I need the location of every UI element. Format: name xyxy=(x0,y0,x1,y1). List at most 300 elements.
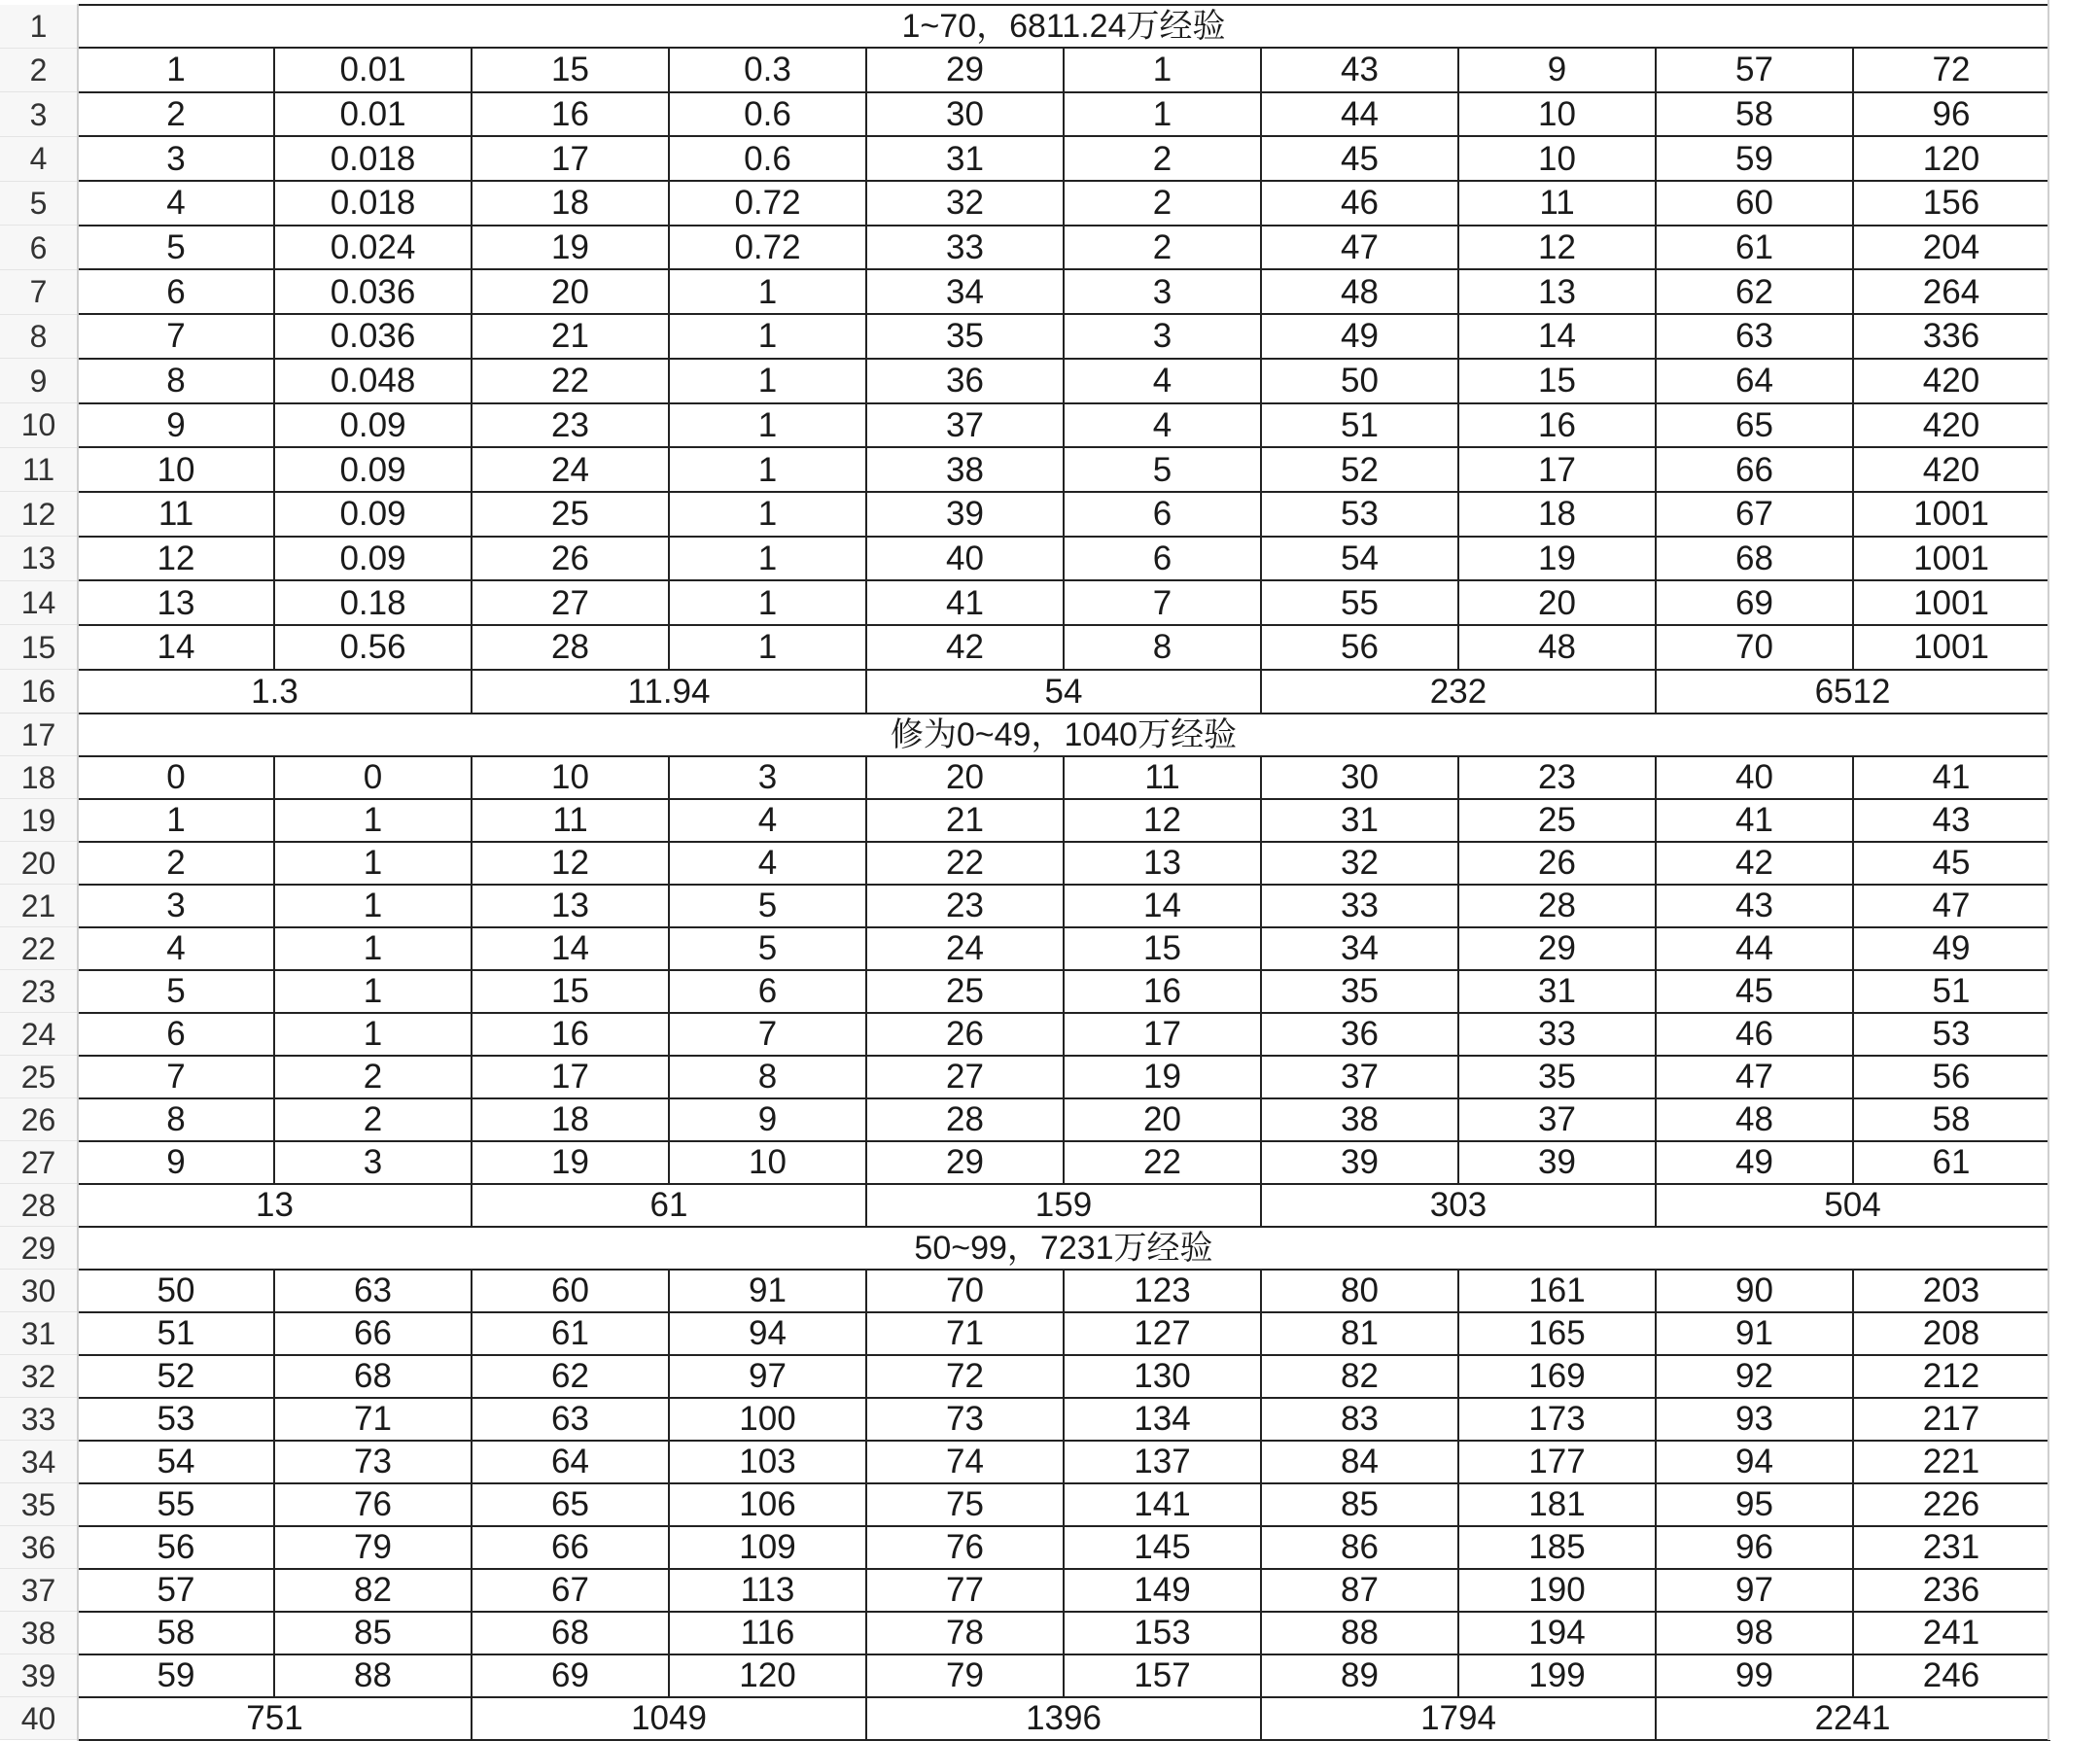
cell[interactable]: 14 xyxy=(1064,885,1261,927)
cell[interactable]: 65 xyxy=(472,1483,669,1526)
total-cell[interactable]: 61 xyxy=(472,1184,866,1227)
cell[interactable]: 246 xyxy=(1853,1654,2049,1697)
cell[interactable]: 1 xyxy=(669,580,866,625)
row-header[interactable]: 39 xyxy=(0,1654,78,1697)
cell[interactable]: 13 xyxy=(78,580,274,625)
cell[interactable]: 16 xyxy=(472,1013,669,1056)
cell[interactable]: 190 xyxy=(1458,1569,1656,1612)
cell[interactable]: 5 xyxy=(669,885,866,927)
cell[interactable]: 14 xyxy=(472,927,669,970)
row-header[interactable]: 30 xyxy=(0,1270,78,1312)
cell[interactable]: 95 xyxy=(1656,1483,1853,1526)
total-cell[interactable]: 1.3 xyxy=(78,670,472,714)
section-title-cell[interactable]: 修为0~49，1040万经验 xyxy=(78,714,2049,756)
cell[interactable]: 79 xyxy=(866,1654,1064,1697)
cell[interactable]: 236 xyxy=(1853,1569,2049,1612)
cell[interactable]: 36 xyxy=(866,359,1064,403)
cell[interactable]: 49 xyxy=(1656,1141,1853,1184)
row-header[interactable]: 11 xyxy=(0,447,78,492)
cell[interactable]: 1001 xyxy=(1853,537,2049,581)
cell[interactable]: 88 xyxy=(1261,1612,1458,1654)
total-cell[interactable]: 1794 xyxy=(1261,1697,1656,1740)
cell[interactable]: 26 xyxy=(472,537,669,581)
cell[interactable]: 70 xyxy=(866,1270,1064,1312)
row-header[interactable]: 26 xyxy=(0,1098,78,1141)
cell[interactable]: 29 xyxy=(866,48,1064,92)
cell[interactable]: 130 xyxy=(1064,1355,1261,1398)
cell[interactable]: 71 xyxy=(274,1398,472,1441)
cell[interactable]: 35 xyxy=(1458,1056,1656,1098)
cell[interactable]: 9 xyxy=(78,403,274,448)
cell[interactable]: 25 xyxy=(866,970,1064,1013)
row-header[interactable]: 24 xyxy=(0,1013,78,1056)
cell[interactable]: 3 xyxy=(1064,314,1261,359)
total-cell[interactable]: 751 xyxy=(78,1697,472,1740)
row-header[interactable]: 20 xyxy=(0,842,78,885)
cell[interactable]: 10 xyxy=(669,1141,866,1184)
cell[interactable]: 106 xyxy=(669,1483,866,1526)
cell[interactable]: 18 xyxy=(472,1098,669,1141)
cell[interactable]: 82 xyxy=(274,1569,472,1612)
cell[interactable]: 336 xyxy=(1853,314,2049,359)
row-header[interactable]: 38 xyxy=(0,1612,78,1654)
cell[interactable]: 6 xyxy=(1064,492,1261,537)
row-header[interactable]: 19 xyxy=(0,799,78,842)
cell[interactable]: 80 xyxy=(1261,1270,1458,1312)
cell[interactable]: 17 xyxy=(1064,1013,1261,1056)
cell[interactable]: 55 xyxy=(1261,580,1458,625)
cell[interactable]: 15 xyxy=(472,48,669,92)
cell[interactable]: 42 xyxy=(866,625,1064,670)
cell[interactable]: 8 xyxy=(669,1056,866,1098)
cell[interactable]: 24 xyxy=(866,927,1064,970)
cell[interactable]: 97 xyxy=(669,1355,866,1398)
total-cell[interactable]: 6512 xyxy=(1656,670,2049,714)
cell[interactable]: 42 xyxy=(1656,842,1853,885)
cell[interactable]: 0.09 xyxy=(274,537,472,581)
cell[interactable]: 33 xyxy=(1458,1013,1656,1056)
row-header[interactable]: 27 xyxy=(0,1141,78,1184)
cell[interactable]: 67 xyxy=(1656,492,1853,537)
cell[interactable]: 76 xyxy=(866,1526,1064,1569)
cell[interactable]: 420 xyxy=(1853,359,2049,403)
cell[interactable]: 46 xyxy=(1656,1013,1853,1056)
cell[interactable]: 23 xyxy=(1458,756,1656,799)
cell[interactable]: 35 xyxy=(866,314,1064,359)
cell[interactable]: 97 xyxy=(1656,1569,1853,1612)
row-header[interactable]: 17 xyxy=(0,714,78,756)
cell[interactable]: 12 xyxy=(1064,799,1261,842)
row-header[interactable]: 10 xyxy=(0,403,78,448)
cell[interactable]: 123 xyxy=(1064,1270,1261,1312)
cell[interactable]: 20 xyxy=(866,756,1064,799)
cell[interactable]: 9 xyxy=(669,1098,866,1141)
row-header[interactable]: 7 xyxy=(0,269,78,314)
cell[interactable]: 9 xyxy=(78,1141,274,1184)
cell[interactable]: 10 xyxy=(472,756,669,799)
cell[interactable]: 127 xyxy=(1064,1312,1261,1355)
cell[interactable]: 29 xyxy=(1458,927,1656,970)
cell[interactable]: 66 xyxy=(472,1526,669,1569)
cell[interactable]: 84 xyxy=(1261,1441,1458,1483)
cell[interactable]: 55 xyxy=(78,1483,274,1526)
cell[interactable]: 1 xyxy=(669,537,866,581)
row-header[interactable]: 16 xyxy=(0,670,78,714)
cell[interactable]: 21 xyxy=(866,799,1064,842)
cell[interactable]: 82 xyxy=(1261,1355,1458,1398)
cell[interactable]: 56 xyxy=(1853,1056,2049,1098)
cell[interactable]: 60 xyxy=(1656,181,1853,226)
cell[interactable]: 212 xyxy=(1853,1355,2049,1398)
cell[interactable]: 48 xyxy=(1458,625,1656,670)
cell[interactable]: 194 xyxy=(1458,1612,1656,1654)
row-header[interactable]: 9 xyxy=(0,359,78,403)
cell[interactable]: 50 xyxy=(78,1270,274,1312)
cell[interactable]: 90 xyxy=(1656,1270,1853,1312)
cell[interactable]: 18 xyxy=(1458,492,1656,537)
cell[interactable]: 59 xyxy=(78,1654,274,1697)
cell[interactable]: 92 xyxy=(1656,1355,1853,1398)
cell[interactable]: 46 xyxy=(1261,181,1458,226)
total-cell[interactable]: 54 xyxy=(866,670,1261,714)
cell[interactable]: 161 xyxy=(1458,1270,1656,1312)
cell[interactable]: 12 xyxy=(472,842,669,885)
cell[interactable]: 231 xyxy=(1853,1526,2049,1569)
cell[interactable]: 4 xyxy=(78,181,274,226)
cell[interactable]: 241 xyxy=(1853,1612,2049,1654)
cell[interactable]: 83 xyxy=(1261,1398,1458,1441)
row-header[interactable]: 34 xyxy=(0,1441,78,1483)
cell[interactable]: 181 xyxy=(1458,1483,1656,1526)
row-header[interactable]: 23 xyxy=(0,970,78,1013)
cell[interactable]: 6 xyxy=(78,1013,274,1056)
cell[interactable]: 68 xyxy=(472,1612,669,1654)
cell[interactable]: 51 xyxy=(78,1312,274,1355)
cell[interactable]: 41 xyxy=(866,580,1064,625)
cell[interactable]: 1 xyxy=(669,625,866,670)
cell[interactable]: 20 xyxy=(1458,580,1656,625)
cell[interactable]: 15 xyxy=(472,970,669,1013)
cell[interactable]: 29 xyxy=(866,1141,1064,1184)
cell[interactable]: 0.036 xyxy=(274,269,472,314)
cell[interactable]: 54 xyxy=(1261,537,1458,581)
cell[interactable]: 141 xyxy=(1064,1483,1261,1526)
cell[interactable]: 17 xyxy=(472,136,669,181)
cell[interactable]: 89 xyxy=(1261,1654,1458,1697)
cell[interactable]: 59 xyxy=(1656,136,1853,181)
cell[interactable]: 2 xyxy=(78,92,274,137)
total-cell[interactable]: 1396 xyxy=(866,1697,1261,1740)
cell[interactable]: 6 xyxy=(669,970,866,1013)
cell[interactable]: 39 xyxy=(1458,1141,1656,1184)
cell[interactable]: 33 xyxy=(1261,885,1458,927)
cell[interactable]: 45 xyxy=(1261,136,1458,181)
cell[interactable]: 165 xyxy=(1458,1312,1656,1355)
cell[interactable]: 33 xyxy=(866,226,1064,270)
cell[interactable]: 5 xyxy=(78,226,274,270)
cell[interactable]: 13 xyxy=(1064,842,1261,885)
row-header[interactable]: 13 xyxy=(0,537,78,581)
cell[interactable]: 63 xyxy=(472,1398,669,1441)
cell[interactable]: 1 xyxy=(274,799,472,842)
cell[interactable]: 0 xyxy=(78,756,274,799)
row-header[interactable]: 2 xyxy=(0,48,78,92)
cell[interactable]: 93 xyxy=(1656,1398,1853,1441)
cell[interactable]: 26 xyxy=(866,1013,1064,1056)
cell[interactable]: 66 xyxy=(274,1312,472,1355)
cell[interactable]: 13 xyxy=(472,885,669,927)
cell[interactable]: 10 xyxy=(1458,92,1656,137)
cell[interactable]: 17 xyxy=(472,1056,669,1098)
cell[interactable]: 56 xyxy=(78,1526,274,1569)
cell[interactable]: 60 xyxy=(472,1270,669,1312)
cell[interactable]: 28 xyxy=(866,1098,1064,1141)
cell[interactable]: 16 xyxy=(1458,403,1656,448)
cell[interactable]: 2 xyxy=(1064,181,1261,226)
cell[interactable]: 1 xyxy=(274,1013,472,1056)
cell[interactable]: 38 xyxy=(1261,1098,1458,1141)
cell[interactable]: 116 xyxy=(669,1612,866,1654)
cell[interactable]: 1 xyxy=(274,970,472,1013)
cell[interactable]: 3 xyxy=(78,136,274,181)
cell[interactable]: 64 xyxy=(472,1441,669,1483)
cell[interactable]: 12 xyxy=(1458,226,1656,270)
cell[interactable]: 52 xyxy=(1261,447,1458,492)
cell[interactable]: 91 xyxy=(669,1270,866,1312)
cell[interactable]: 0.036 xyxy=(274,314,472,359)
row-header[interactable]: 33 xyxy=(0,1398,78,1441)
total-cell[interactable]: 159 xyxy=(866,1184,1261,1227)
cell[interactable]: 217 xyxy=(1853,1398,2049,1441)
cell[interactable]: 43 xyxy=(1656,885,1853,927)
cell[interactable]: 12 xyxy=(78,537,274,581)
cell[interactable]: 3 xyxy=(78,885,274,927)
row-header[interactable]: 37 xyxy=(0,1569,78,1612)
cell[interactable]: 14 xyxy=(78,625,274,670)
cell[interactable]: 1 xyxy=(669,492,866,537)
cell[interactable]: 11 xyxy=(1458,181,1656,226)
cell[interactable]: 103 xyxy=(669,1441,866,1483)
cell[interactable]: 16 xyxy=(1064,970,1261,1013)
cell[interactable]: 8 xyxy=(78,1098,274,1141)
cell[interactable]: 11 xyxy=(1064,756,1261,799)
row-header[interactable]: 1 xyxy=(0,5,78,48)
row-header[interactable]: 21 xyxy=(0,885,78,927)
cell[interactable]: 56 xyxy=(1261,625,1458,670)
row-header[interactable]: 5 xyxy=(0,181,78,226)
cell[interactable]: 221 xyxy=(1853,1441,2049,1483)
cell[interactable]: 41 xyxy=(1853,756,2049,799)
row-header[interactable]: 35 xyxy=(0,1483,78,1526)
cell[interactable]: 48 xyxy=(1261,269,1458,314)
row-header[interactable]: 18 xyxy=(0,756,78,799)
cell[interactable]: 145 xyxy=(1064,1526,1261,1569)
cell[interactable]: 63 xyxy=(1656,314,1853,359)
cell[interactable]: 37 xyxy=(866,403,1064,448)
cell[interactable]: 62 xyxy=(1656,269,1853,314)
cell[interactable]: 27 xyxy=(472,580,669,625)
cell[interactable]: 71 xyxy=(866,1312,1064,1355)
row-header[interactable]: 15 xyxy=(0,625,78,670)
cell[interactable]: 0.048 xyxy=(274,359,472,403)
cell[interactable]: 109 xyxy=(669,1526,866,1569)
cell[interactable]: 24 xyxy=(472,447,669,492)
total-cell[interactable]: 11.94 xyxy=(472,670,866,714)
row-header[interactable]: 12 xyxy=(0,492,78,537)
cell[interactable]: 22 xyxy=(866,842,1064,885)
cell[interactable]: 36 xyxy=(1261,1013,1458,1056)
cell[interactable]: 264 xyxy=(1853,269,2049,314)
cell[interactable]: 11 xyxy=(472,799,669,842)
cell[interactable]: 1 xyxy=(669,403,866,448)
cell[interactable]: 69 xyxy=(1656,580,1853,625)
cell[interactable]: 48 xyxy=(1656,1098,1853,1141)
total-cell[interactable]: 504 xyxy=(1656,1184,2049,1227)
cell[interactable]: 96 xyxy=(1656,1526,1853,1569)
cell[interactable]: 19 xyxy=(1458,537,1656,581)
row-header[interactable]: 28 xyxy=(0,1184,78,1227)
row-header[interactable]: 4 xyxy=(0,136,78,181)
total-cell[interactable]: 232 xyxy=(1261,670,1656,714)
cell[interactable]: 76 xyxy=(274,1483,472,1526)
cell[interactable]: 7 xyxy=(669,1013,866,1056)
cell[interactable]: 77 xyxy=(866,1569,1064,1612)
cell[interactable]: 44 xyxy=(1261,92,1458,137)
cell[interactable]: 35 xyxy=(1261,970,1458,1013)
cell[interactable]: 32 xyxy=(866,181,1064,226)
cell[interactable]: 28 xyxy=(472,625,669,670)
cell[interactable]: 62 xyxy=(472,1355,669,1398)
cell[interactable]: 43 xyxy=(1853,799,2049,842)
total-cell[interactable]: 2241 xyxy=(1656,1697,2049,1740)
cell[interactable]: 208 xyxy=(1853,1312,2049,1355)
cell[interactable]: 4 xyxy=(669,799,866,842)
cell[interactable]: 18 xyxy=(472,181,669,226)
cell[interactable]: 1 xyxy=(78,799,274,842)
cell[interactable]: 120 xyxy=(1853,136,2049,181)
cell[interactable]: 6 xyxy=(1064,537,1261,581)
cell[interactable]: 16 xyxy=(472,92,669,137)
cell[interactable]: 26 xyxy=(1458,842,1656,885)
row-header[interactable]: 14 xyxy=(0,580,78,625)
cell[interactable]: 22 xyxy=(1064,1141,1261,1184)
cell[interactable]: 99 xyxy=(1656,1654,1853,1697)
cell[interactable]: 69 xyxy=(472,1654,669,1697)
cell[interactable]: 49 xyxy=(1261,314,1458,359)
cell[interactable]: 34 xyxy=(1261,927,1458,970)
cell[interactable]: 28 xyxy=(1458,885,1656,927)
cell[interactable]: 2 xyxy=(78,842,274,885)
cell[interactable]: 15 xyxy=(1064,927,1261,970)
cell[interactable]: 0.6 xyxy=(669,92,866,137)
cell[interactable]: 13 xyxy=(1458,269,1656,314)
cell[interactable]: 50 xyxy=(1261,359,1458,403)
cell[interactable]: 38 xyxy=(866,447,1064,492)
cell[interactable]: 31 xyxy=(1458,970,1656,1013)
cell[interactable]: 1 xyxy=(669,359,866,403)
cell[interactable]: 66 xyxy=(1656,447,1853,492)
row-header[interactable]: 25 xyxy=(0,1056,78,1098)
cell[interactable]: 78 xyxy=(866,1612,1064,1654)
cell[interactable]: 1 xyxy=(274,842,472,885)
cell[interactable]: 25 xyxy=(472,492,669,537)
total-cell[interactable]: 1049 xyxy=(472,1697,866,1740)
cell[interactable]: 94 xyxy=(669,1312,866,1355)
cell[interactable]: 7 xyxy=(1064,580,1261,625)
cell[interactable]: 23 xyxy=(472,403,669,448)
cell[interactable]: 75 xyxy=(866,1483,1064,1526)
cell[interactable]: 19 xyxy=(472,1141,669,1184)
cell[interactable]: 58 xyxy=(1853,1098,2049,1141)
cell[interactable]: 0.6 xyxy=(669,136,866,181)
cell[interactable]: 1001 xyxy=(1853,492,2049,537)
cell[interactable]: 177 xyxy=(1458,1441,1656,1483)
cell[interactable]: 6 xyxy=(78,269,274,314)
cell[interactable]: 420 xyxy=(1853,403,2049,448)
cell[interactable]: 57 xyxy=(78,1569,274,1612)
cell[interactable]: 5 xyxy=(78,970,274,1013)
cell[interactable]: 61 xyxy=(1656,226,1853,270)
cell[interactable]: 15 xyxy=(1458,359,1656,403)
row-header[interactable]: 6 xyxy=(0,226,78,270)
cell[interactable]: 113 xyxy=(669,1569,866,1612)
cell[interactable]: 86 xyxy=(1261,1526,1458,1569)
cell[interactable]: 22 xyxy=(472,359,669,403)
cell[interactable]: 169 xyxy=(1458,1355,1656,1398)
cell[interactable]: 3 xyxy=(1064,269,1261,314)
cell[interactable]: 70 xyxy=(1656,625,1853,670)
cell[interactable]: 0.18 xyxy=(274,580,472,625)
cell[interactable]: 68 xyxy=(1656,537,1853,581)
cell[interactable]: 0.56 xyxy=(274,625,472,670)
cell[interactable]: 87 xyxy=(1261,1569,1458,1612)
row-header[interactable]: 36 xyxy=(0,1526,78,1569)
cell[interactable]: 9 xyxy=(1458,48,1656,92)
cell[interactable]: 4 xyxy=(1064,359,1261,403)
row-header[interactable]: 40 xyxy=(0,1697,78,1740)
cell[interactable]: 85 xyxy=(274,1612,472,1654)
cell[interactable]: 2 xyxy=(274,1098,472,1141)
cell[interactable]: 0.72 xyxy=(669,226,866,270)
total-cell[interactable]: 13 xyxy=(78,1184,472,1227)
cell[interactable]: 47 xyxy=(1261,226,1458,270)
cell[interactable]: 45 xyxy=(1853,842,2049,885)
cell[interactable]: 43 xyxy=(1261,48,1458,92)
cell[interactable]: 53 xyxy=(78,1398,274,1441)
cell[interactable]: 74 xyxy=(866,1441,1064,1483)
cell[interactable]: 40 xyxy=(1656,756,1853,799)
cell[interactable]: 64 xyxy=(1656,359,1853,403)
cell[interactable]: 68 xyxy=(274,1355,472,1398)
cell[interactable]: 45 xyxy=(1656,970,1853,1013)
cell[interactable]: 120 xyxy=(669,1654,866,1697)
cell[interactable]: 0.01 xyxy=(274,92,472,137)
cell[interactable]: 1001 xyxy=(1853,625,2049,670)
cell[interactable]: 49 xyxy=(1853,927,2049,970)
cell[interactable]: 39 xyxy=(1261,1141,1458,1184)
cell[interactable]: 25 xyxy=(1458,799,1656,842)
cell[interactable]: 53 xyxy=(1261,492,1458,537)
cell[interactable]: 7 xyxy=(78,314,274,359)
cell[interactable]: 10 xyxy=(78,447,274,492)
cell[interactable]: 40 xyxy=(866,537,1064,581)
cell[interactable]: 58 xyxy=(78,1612,274,1654)
cell[interactable]: 19 xyxy=(472,226,669,270)
cell[interactable]: 20 xyxy=(1064,1098,1261,1141)
cell[interactable]: 2 xyxy=(1064,136,1261,181)
cell[interactable]: 1 xyxy=(1064,92,1261,137)
cell[interactable]: 5 xyxy=(1064,447,1261,492)
